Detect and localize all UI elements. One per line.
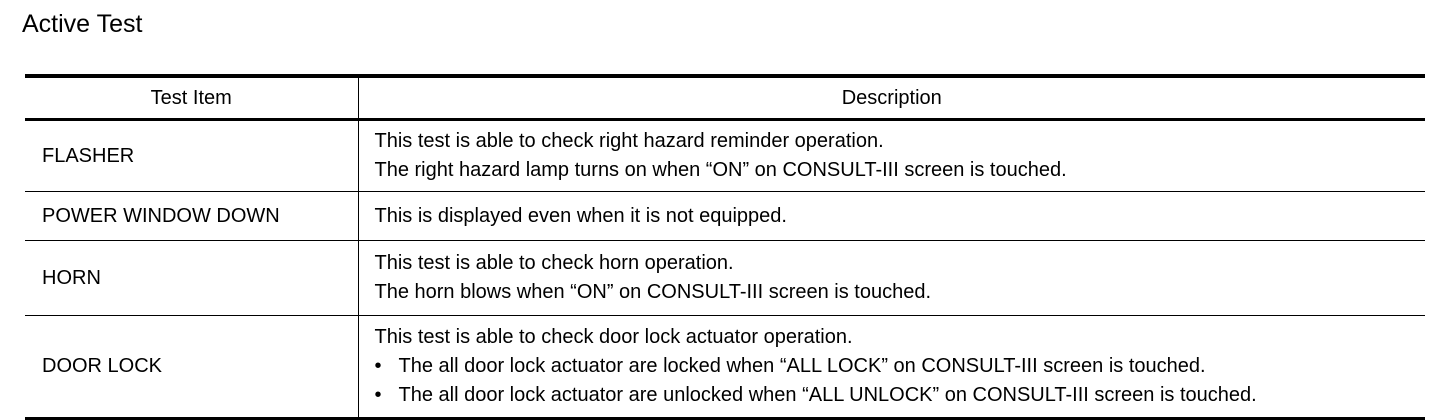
description-line: The right hazard lamp turns on when “ON” on CONSULT-III screen is touched.	[374, 159, 1067, 181]
bullet-text: The all door lock actuator are unlocked when “ALL UNLOCK” on CONSULT-III screen is touched.	[398, 384, 1257, 406]
test-item-cell: POWER WINDOW DOWN	[25, 192, 358, 241]
header-description: Description	[841, 86, 942, 109]
description-line: The horn blows when “ON” on CONSULT-III screen is touched.	[374, 281, 932, 303]
description-line: This test is able to check door lock actuator operation.	[374, 326, 853, 348]
description-cell	[358, 192, 1425, 241]
bullet-item	[375, 352, 1426, 381]
table-row-horn	[25, 241, 1425, 316]
test-item-cell: DOOR LOCK	[25, 316, 358, 419]
description-cell	[358, 120, 1425, 192]
table-row-door-lock	[25, 316, 1425, 419]
description-cell	[358, 316, 1425, 419]
description-line: This test is able to check right hazard reminder operation.	[374, 130, 884, 152]
page-title: Active Test	[22, 10, 143, 38]
active-test-table-container	[25, 74, 1425, 420]
bullet-text: The all door lock actuator are locked when “ALL LOCK” on CONSULT-III screen is touched.	[398, 355, 1206, 377]
description-line: This test is able to check horn operation.	[374, 252, 734, 274]
description-line: This is displayed even when it is not equipped.	[374, 204, 787, 227]
bullet-item	[375, 381, 1426, 410]
table-header	[25, 76, 1425, 120]
active-test-table	[25, 74, 1425, 420]
description-cell	[358, 241, 1425, 316]
bullet-symbol: •	[374, 384, 382, 406]
header-test-item: Test Item	[25, 76, 358, 120]
test-item-cell: HORN	[25, 241, 358, 316]
bullet-symbol: •	[374, 355, 382, 377]
table-row-power-window-down	[25, 192, 1425, 241]
test-item-cell: FLASHER	[25, 120, 358, 192]
table-row-flasher	[25, 120, 1425, 192]
header-row	[25, 76, 1425, 120]
table-body	[25, 120, 1425, 419]
